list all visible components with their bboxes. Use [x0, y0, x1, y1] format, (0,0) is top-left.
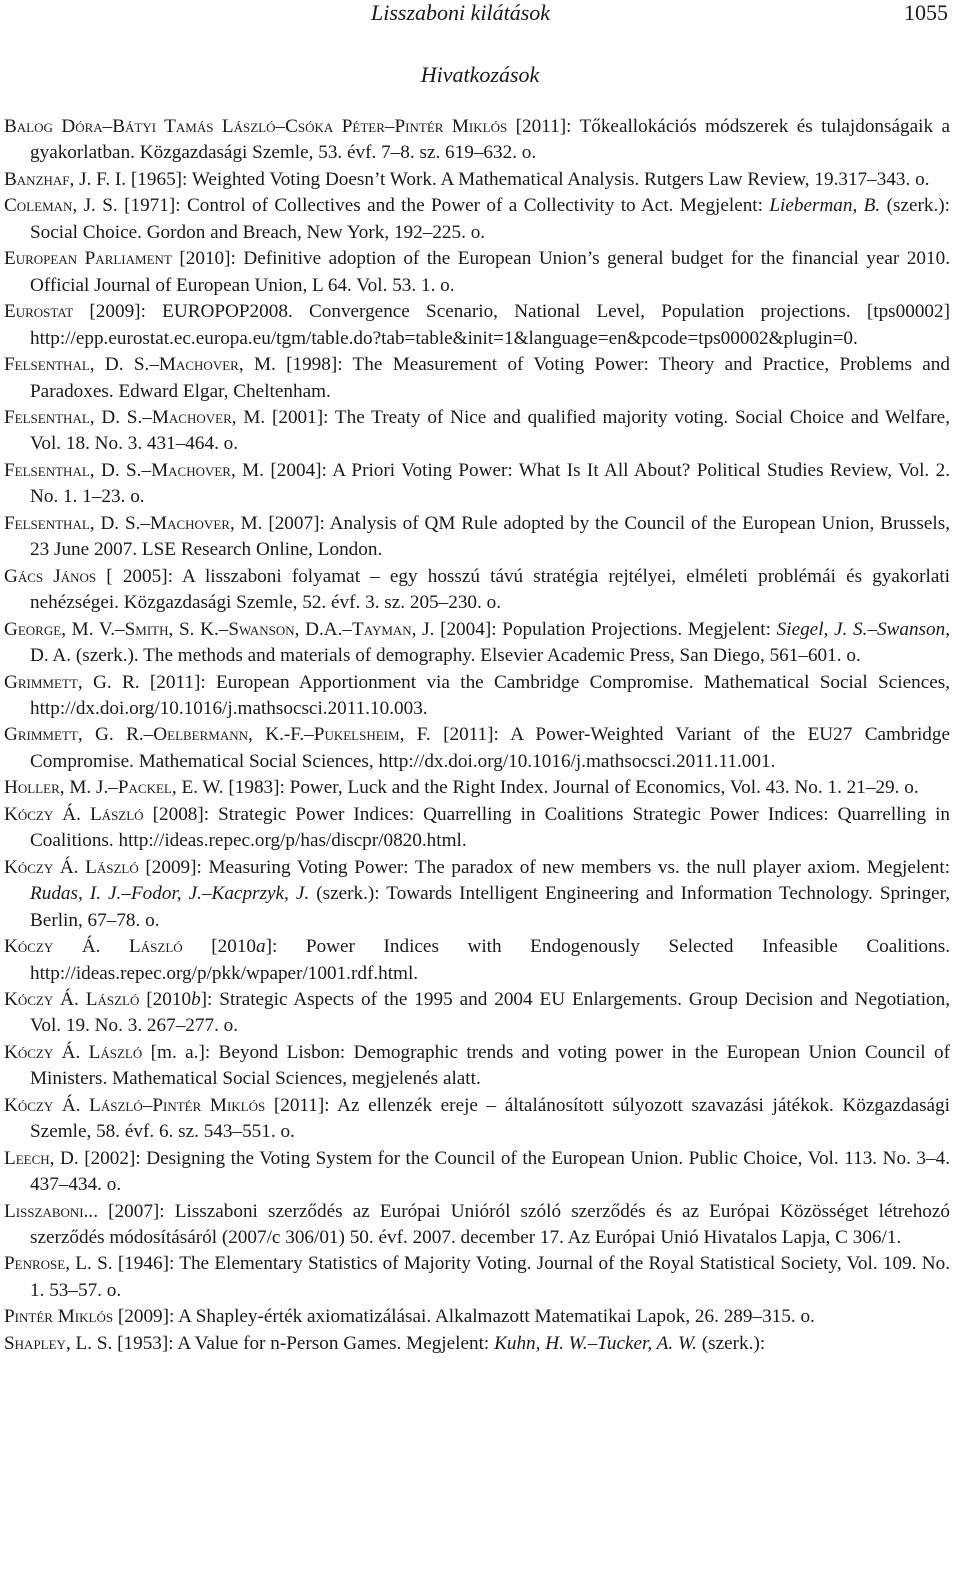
reference-author: Machover [150, 512, 230, 534]
reference-author: Kóczy Á. László [4, 936, 183, 958]
reference-entry [4, 246, 950, 299]
reference-author: Balog Dóra–Bátyi Tamás László–Csóka Péter–Pintér Miklós [4, 116, 508, 137]
reference-entry [4, 1331, 950, 1357]
reference-entry [4, 1146, 950, 1199]
reference-author: Pintér Miklós [4, 1306, 114, 1328]
reference-text: , J. F. I. [1965]: Weighted Voting Doesn’t Work. A Mathematical Analysis. Rutgers Law Review, 19.317–343. o. [69, 168, 930, 190]
reference-entry [4, 1093, 950, 1146]
reference-text: , G. R. [2011]: European Apportionment via the Cambridge Compromise. Mathematical Social Sciences, http://dx.doi.org/10.1016/j.mathsocsci.2011.10.003. [30, 671, 950, 719]
reference-author: Felsenthal [4, 512, 90, 534]
reference-text: , D. S.– [89, 459, 152, 481]
reference-entry [4, 352, 950, 405]
reference-entry [4, 564, 950, 617]
reference-italic: b [191, 988, 201, 1010]
reference-author: Swanson [228, 618, 295, 640]
reference-italic: Kuhn, H. W.–Tucker, A. W. [494, 1332, 697, 1354]
reference-entry [4, 511, 950, 564]
reference-text: [2007]: Lisszaboni szerződés az Európai Unióról szóló szerződés és az Európai Közösséget létrehozó szerződés módosításáról (2007/c 306/01) 50. évf. 2007. december 17. Az Európai Unió Hivatalos Lapja, C 306/1. [30, 1200, 950, 1249]
reference-author: Kóczy Á. László [4, 803, 144, 825]
reference-author: Felsenthal [4, 459, 90, 481]
reference-italic: Lieberman, B. [769, 195, 881, 217]
reference-author: Kóczy Á. László [4, 988, 140, 1010]
running-header [0, 0, 960, 30]
reference-list [4, 114, 950, 1357]
reference-author: Felsenthal [4, 406, 90, 428]
reference-text: [ 2005]: A lisszaboni folyamat – egy hosszú távú stratégia rejtélyei, elméleti problémái és gyakorlati nehézségei. Közgazdasági Szemle, 52. évf. 3. sz. 205–230. o. [30, 565, 950, 614]
reference-entry [4, 987, 950, 1040]
reference-author: Penrose [4, 1253, 66, 1275]
reference-author: European Parliament [4, 248, 172, 270]
reference-author: Machover [151, 459, 231, 481]
reference-author: Holler [4, 777, 60, 799]
reference-entry [4, 114, 950, 167]
reference-text: , L. S. [1946]: The Elementary Statistics of Majority Voting. Journal of the Royal Statistical Society, Vol. 109. No. 1. 53–57. o. [30, 1253, 950, 1301]
reference-text: [2010 [182, 936, 257, 958]
reference-entry [4, 802, 950, 855]
reference-author: Gács János [4, 565, 97, 587]
reference-text: [2010 [139, 988, 192, 1010]
reference-text: [2010]: Definitive adoption of the European Union’s general budget for the financial year 2010. Official Journal of European Union, L 64. Vol. 53. 1. o. [30, 248, 950, 296]
reference-entry [4, 670, 950, 723]
reference-entry [4, 458, 950, 511]
reference-entry [4, 1304, 950, 1330]
reference-author: Leech [4, 1147, 50, 1169]
reference-author: George [4, 618, 62, 640]
reference-text: [2009]: Measuring Voting Power: The paradox of new members vs. the null player axiom. Megjelent: [138, 856, 950, 878]
reference-text: , S. K.– [168, 618, 229, 640]
reference-entry [4, 405, 950, 458]
reference-text: , D. [2002]: Designing the Voting System for the Council of the European Union. Public Choice, Vol. 113. No. 3–4. 437–434. o. [30, 1147, 950, 1196]
reference-author: Kóczy Á. László [4, 1041, 143, 1063]
reference-entry [4, 855, 950, 934]
reference-text: [2011]: Az ellenzék ereje – általánosított súlyozott szavazási játékok. Közgazdasági Szemle, 58. évf. 6. sz. 543–551. o. [30, 1094, 950, 1143]
running-title: Lisszaboni kilátások [371, 0, 551, 25]
reference-author: Kóczy Á. László [4, 856, 139, 878]
reference-author: Tayman [352, 618, 412, 640]
reference-text: , K.-F.– [248, 724, 314, 746]
reference-author: Felsenthal [4, 354, 90, 376]
reference-text: [2008]: Strategic Power Indices: Quarrelling in Coalitions Strategic Power Indices: Quarrelling in Coalitions. http://ideas.repec.org/p/has/discpr/0820.html. [30, 803, 950, 852]
section-title: Hivatkozások [420, 62, 540, 87]
reference-text: [2009]: A Shapley-érték axiomatizálásai. Alkalmazott Matematikai Lapok, 26. 289–315. o. [113, 1306, 815, 1328]
reference-text: , D. S.– [89, 512, 151, 534]
reference-text: , E. W. [1983]: Power, Luck and the Right Index. Journal of Economics, Vol. 43. No. 1. 21–29. o. [171, 777, 919, 799]
reference-text: , M. [2007]: Analysis of QM Rule adopted by the Council of the European Union, Brussels, 23 June 2007. LSE Research Online, London. [30, 512, 950, 561]
reference-author: Smith [124, 618, 169, 640]
reference-text: , M. [2004]: A Priori Voting Power: What Is It All About? Political Studies Review, Vol. 2. No. 1. 1–23. o. [30, 459, 951, 508]
reference-author: Banzhaf [4, 168, 70, 190]
reference-entry [4, 934, 950, 987]
reference-entry [4, 167, 950, 193]
reference-author: Kóczy Á. László–Pintér Miklós [4, 1094, 266, 1116]
reference-entry [4, 193, 950, 246]
reference-italic: Rudas, I. J.–Fodor, J.–Kacprzyk, J. [30, 883, 310, 905]
reference-entry [4, 1251, 950, 1304]
reference-author: Packel [117, 777, 172, 799]
reference-text: , M. V.– [61, 618, 125, 640]
reference-entry [4, 1040, 950, 1093]
reference-text: , D. S.– [89, 354, 159, 376]
reference-author: Grimmett [4, 724, 78, 746]
reference-author: Eurostat [4, 301, 74, 323]
reference-text: , D. A. (szerk.). The methods and materials of demography. Elsevier Academic Press, San Diego, 561–601. o. [30, 618, 950, 667]
reference-text: [2011]: Tőkeallokációs módszerek és tulajdonságaik a gyakorlatban. Közgazdasági Szemle, 53. évf. 7–8. sz. 619–632. o. [30, 116, 950, 164]
reference-author: Pukelsheim [313, 724, 400, 746]
reference-author: Coleman [4, 195, 73, 217]
reference-author: Lisszaboni... [4, 1200, 99, 1222]
reference-text: , F. [2011]: A Power-Weighted Variant of the EU27 Cambridge Compromise. Mathematical Social Sciences, http://dx.doi.org/10.1016/j.mathsocsci.2011.11.001. [30, 724, 950, 772]
reference-text: [m. a.]: Beyond Lisbon: Demographic trends and voting power in the European Union Council of Ministers. Mathematical Social Sciences, megjelenés alatt. [30, 1041, 950, 1090]
reference-italic: Siegel, J. S.–Swanson [776, 618, 946, 640]
reference-text: , L. S. [1953]: A Value for n-Person Games. Megjelent: [65, 1332, 495, 1354]
reference-author: Machover [158, 354, 239, 376]
reference-text: , M. [1998]: The Measurement of Voting Power: Theory and Practice, Problems and Paradoxes. Edward Elgar, Cheltenham. [30, 354, 950, 402]
reference-text: , J. [2004]: Population Projections. Megjelent: [411, 618, 777, 640]
reference-text: , G. R.– [77, 724, 154, 746]
reference-text: , D.A.– [294, 618, 353, 640]
reference-text: , M. [2001]: The Treaty of Nice and qualified majority voting. Social Choice and Welfare, Vol. 18. No. 3. 431–464. o. [30, 406, 950, 455]
reference-text: (szerk.): [696, 1332, 766, 1354]
reference-text: ]: Power Indices with Endogenously Selected Infeasible Coalitions. http://ideas.repec.org/p/pkk/wpaper/1001.rdf.html. [30, 936, 951, 984]
reference-text: (szerk.): Towards Intelligent Engineering and Information Technology. Springer, Berlin, 67–78. o. [30, 883, 950, 931]
reference-entry [4, 1199, 950, 1252]
reference-text: [2009]: EUROPOP2008. Convergence Scenario, National Level, Population projections. [tps00002] http://epp.eurostat.ec.europa.eu/tgm/table.do?tab=table&init=1&language=en&pcode=tps00002&plugin=0. [30, 301, 950, 349]
reference-text: , D. S.– [89, 406, 152, 428]
reference-text: (szerk.): Social Choice. Gordon and Breach, New York, 192–225. o. [30, 195, 950, 243]
reference-entry [4, 617, 950, 670]
reference-italic: a [256, 936, 266, 958]
page-number: 1055 [904, 0, 948, 25]
reference-text: , M. J.– [59, 777, 118, 799]
reference-author: Oelbermann [153, 724, 249, 746]
reference-text: , J. S. [1971]: Control of Collectives and the Power of a Collectivity to Act. Megjelent: [72, 195, 770, 217]
reference-author: Machover [151, 406, 232, 428]
reference-author: Shapley [4, 1332, 66, 1354]
reference-text: ]: Strategic Aspects of the 1995 and 2004 EU Enlargements. Group Decision and Negotiation, Vol. 19. No. 3. 267–277. o. [30, 988, 951, 1037]
reference-entry [4, 775, 950, 801]
reference-entry [4, 722, 950, 775]
reference-entry [4, 299, 950, 352]
reference-author: Grimmett [4, 671, 78, 693]
